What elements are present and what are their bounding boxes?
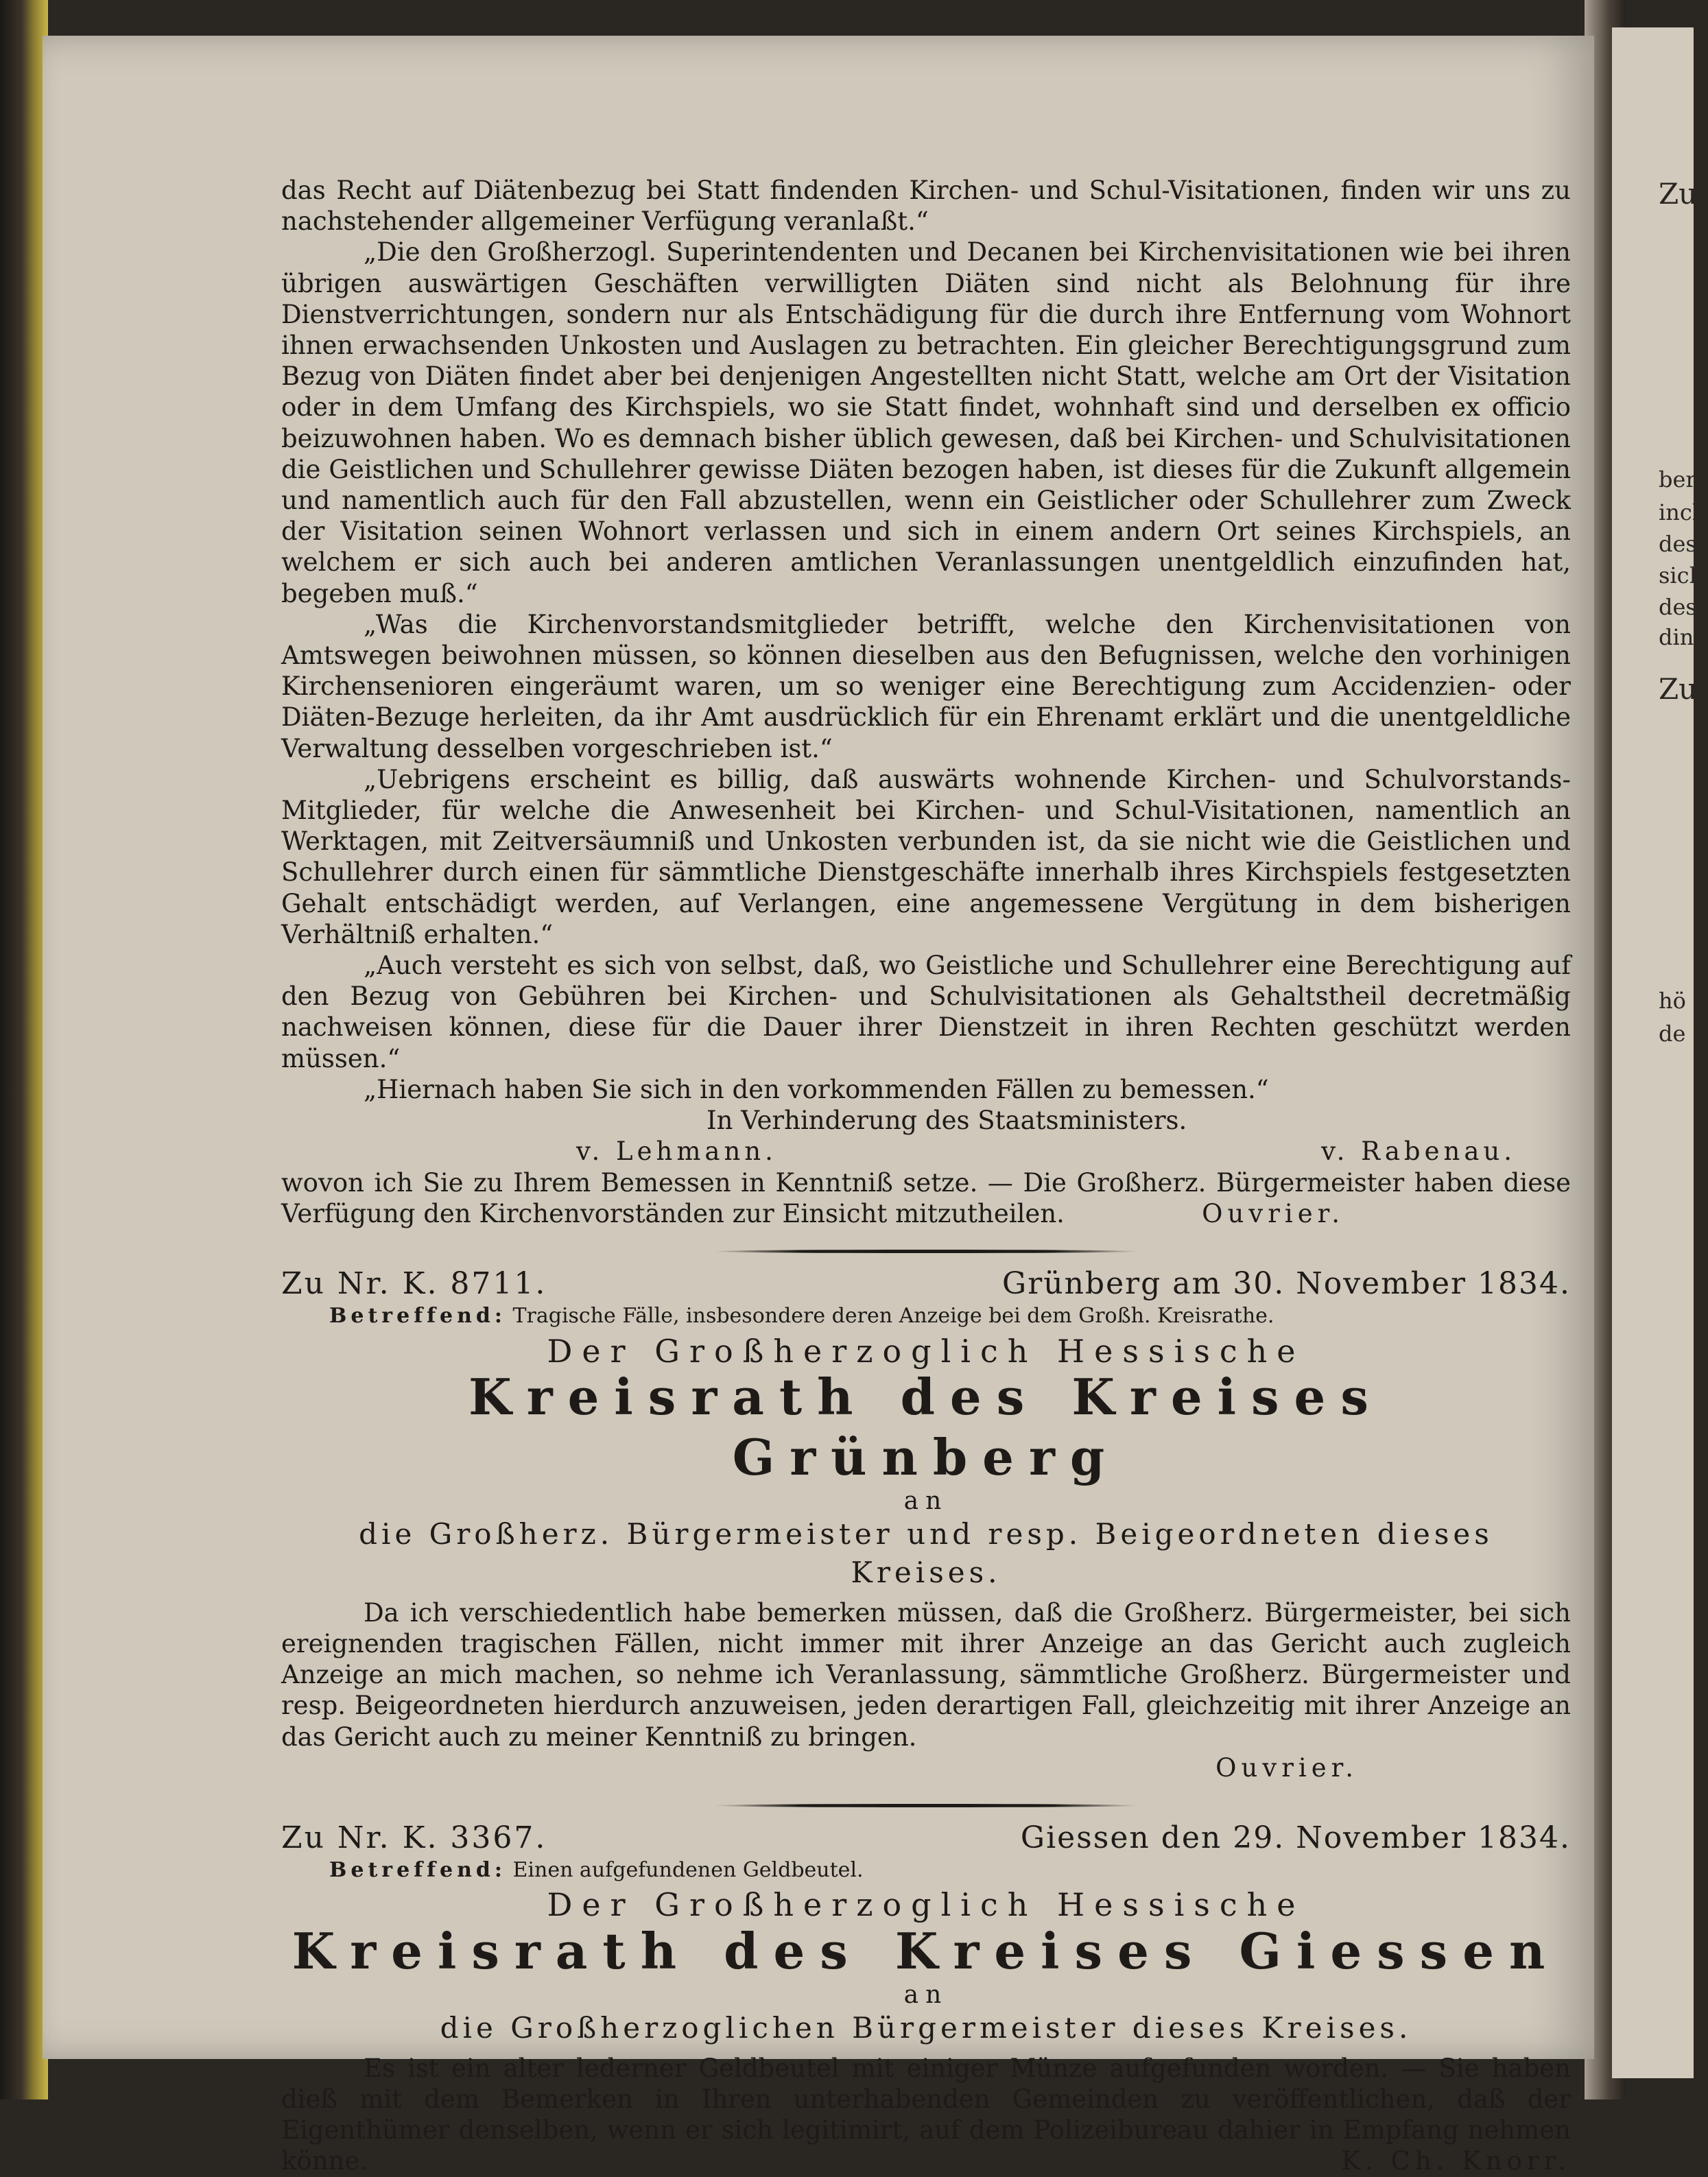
- fragment-text: hö: [1659, 988, 1686, 1014]
- authority-line-1: Der Großherzoglich Hessische: [547, 1332, 1305, 1370]
- authority-an: an: [903, 1980, 949, 2009]
- fragment-text: des: [1659, 531, 1697, 557]
- subject-label: Betreffend:: [329, 1858, 506, 1883]
- adjacent-page-fragment: [1612, 27, 1708, 2078]
- notice-1: [281, 1268, 1571, 1783]
- closing-text: wovon ich Sie zu Ihrem Bemessen in Kenntniß setze. — Die Großherz. Bürgermeister haben diese Verfügung den Kirchenvorständen zur Einsicht mitzutheilen.: [281, 1167, 1571, 1228]
- notice-subject: [329, 1855, 1571, 1885]
- closing-signature: Ouvrier.: [1202, 1198, 1344, 1228]
- notice-place-date: Grünberg am 30. November 1834.: [1002, 1266, 1571, 1302]
- notice-2: [281, 1822, 1571, 2177]
- subject-text: Tragische Fälle, insbesondere deren Anzeige bei dem Großh. Kreisrathe.: [512, 1304, 1274, 1329]
- ordinance-paragraph: „Die den Großherzogl. Superintendenten und Decanen bei Kirchenvisitationen wie bei ihren übrigen auswärtigen Geschäften verwilligten Diäten sind nicht als Belohnung für ihre Dienstverrichtungen, sondern nur als Entschädigung für die durch ihre Entfernung vom Wohnort ihnen erwachsenden Unkosten und Auslagen zu betrachten. Ein gleicher Berechtigungsgrund zum Bezug von Diäten findet aber bei denjenigen Angestellten nicht Statt, welche am Ort der Visitation oder in dem Umfang des Kirchspiels, wo sie Statt findet, wohnhaft sind und derselben ex officio beizuwohnen haben. Wo es demnach bisher üblich gewesen, daß bei Kirchen- und Schulvisitationen die Geistlichen und Schullehrer gewisse Diäten bezogen haben, ist dieses für die Zukunft allgemein und namentlich auch für den Fall abzustellen, wenn ein Geistlicher oder Schullehrer zum Zweck der Visitation seinen Wohnort verlassen und sich in einem andern Ort seines Kirchspiels, an welchem er sich auch bei anderen amtlichen Veranlassungen unentgeldlich einzufinden hat, begeben muß.“: [281, 237, 1571, 608]
- addressee-line: die Großherz. Bürgermeister und resp. Beigeordneten dieses Kreises.: [359, 1516, 1493, 1589]
- authority-line-2: Kreisrath des Kreises Grünberg: [468, 1367, 1384, 1486]
- page-content: [281, 175, 1571, 2177]
- fragment-text: Zu: [1659, 177, 1698, 211]
- fragment-text: Zu: [1659, 672, 1698, 706]
- authority-line-2: Kreisrath des Kreises Giessen: [292, 1921, 1561, 1980]
- ordinance-paragraph: „Hiernach haben Sie sich in den vorkommenden Fällen zu bemessen.“: [364, 1074, 1269, 1104]
- notice-place-date: Giessen den 29. November 1834.: [1020, 1820, 1571, 1855]
- notice-reference: Zu Nr. K. 8711.: [281, 1266, 547, 1302]
- ordinance-paragraph: „Auch versteht es sich von selbst, daß, wo Geistliche und Schullehrer eine Berechtigung auf den Bezug von Gebühren bei Kirchen- und Schulvisitationen als Gehaltstheil decretmäßig nachweisen können, diese für die Dauer ihrer Dienstzeit in ihren Rechten geschützt werden müssen.“: [281, 951, 1571, 1073]
- ordinance-paragraph: „Uebrigens erscheint es billig, daß auswärts wohnende Kirchen- und Schulvorstands-Mitglieder, für welche die Anwesenheit bei Kirchen- und Schul-Visitationen, namentlich an Werktagen, mit Zeitversäumniß und Unkosten verbunden ist, da sie nicht wie die Geistlichen und Schullehrer durch einen für sämmtliche Dienstgeschäfte innerhalb ihres Kirchspiels festgesetzten Gehalt entschädigt werden, auf Verlangen, eine angemessene Vergütung in dem bisherigen Verhältniß erhalten.“: [281, 764, 1571, 949]
- section-divider: [713, 1804, 1139, 1807]
- notice-signature: K. Ch. Knorr.: [1341, 2146, 1571, 2176]
- fragment-text: des: [1659, 594, 1697, 620]
- signature-lehmann: v. Lehmann.: [576, 1137, 777, 1167]
- signature-rabenau: v. Rabenau.: [1321, 1137, 1516, 1167]
- addressee-line: die Großherzoglichen Bürgermeister dieses Kreises.: [440, 2010, 1412, 2045]
- subject-text: Einen aufgefundenen Geldbeutel.: [512, 1858, 864, 1883]
- notice-subject: [329, 1300, 1571, 1331]
- fragment-text: din: [1659, 624, 1694, 650]
- hindrance-line: In Verhinderung des Staatsministers.: [707, 1106, 1187, 1136]
- ministerial-signatures: [281, 1136, 1571, 1167]
- authority-line-1: Der Großherzoglich Hessische: [547, 1886, 1305, 1924]
- authority-an: an: [903, 1486, 949, 1515]
- fragment-text: sich: [1659, 562, 1704, 588]
- notice-body: Da ich verschiedentlich habe bemerken müssen, daß die Großherz. Bürgermeister, bei sich ereignenden tragischen Fällen, nicht immer mit ihrer Anzeige an das Gericht auch zugleich Anzeige an mich machen, so nehme ich Veranlassung, sämmtliche Großherz. Bürgermeister und resp. Beigeordneten hierdurch anzuweisen, jeden derartigen Fall, gleichzeitig mit ihrer Anzeige an das Gericht auch zu meiner Kenntniß zu bringen.: [281, 1597, 1571, 1752]
- fragment-text: berz: [1659, 466, 1708, 492]
- ordinance-paragraph: „Was die Kirchenvorstandsmitglieder betrifft, welche den Kirchenvisitationen von Amtswegen beiwohnen müssen, so können dieselben aus den Befugnissen, welche den vorhinigen Kirchensenioren eingeräumt waren, um so weniger eine Berechtigung zum Accidenzien- oder Diäten-Bezuge herleiten, da ihr Amt ausdrücklich für ein Ehrenamt erklärt und die unentgeldliche Verwaltung desselben vorgeschrieben ist.“: [281, 609, 1571, 763]
- continuation-opening: das Recht auf Diätenbezug bei Statt findenden Kirchen- und Schul-Visitationen, finden wir uns zu nachstehender allgemeiner Verfügung veranlaßt.“: [281, 176, 1571, 237]
- notice-header: [281, 1822, 1571, 1853]
- fragment-text: inch: [1659, 499, 1707, 525]
- notice-reference: Zu Nr. K. 3367.: [281, 1820, 547, 1855]
- notice-body: Es ist ein alter lederner Geldbeutel mit einiger Münze aufgefunden worden. — Sie haben dieß mit dem Bemerken in Ihren unterhabenden Gemeinden zu veröffentlichen, daß der Eigenthümer denselben, wenn er sich legitimirt, auf dem Polizeibureau dahier in Empfang nehmen könne.: [281, 2053, 1571, 2176]
- notice-signature: Ouvrier.: [1215, 1752, 1358, 1783]
- notice-header: [281, 1266, 1571, 1302]
- subject-label: Betreffend:: [329, 1304, 506, 1329]
- book-edge: [0, 0, 48, 2099]
- fragment-text: de: [1659, 1021, 1686, 1047]
- ordinance-continuation: [281, 175, 1571, 1229]
- section-divider: [713, 1250, 1139, 1253]
